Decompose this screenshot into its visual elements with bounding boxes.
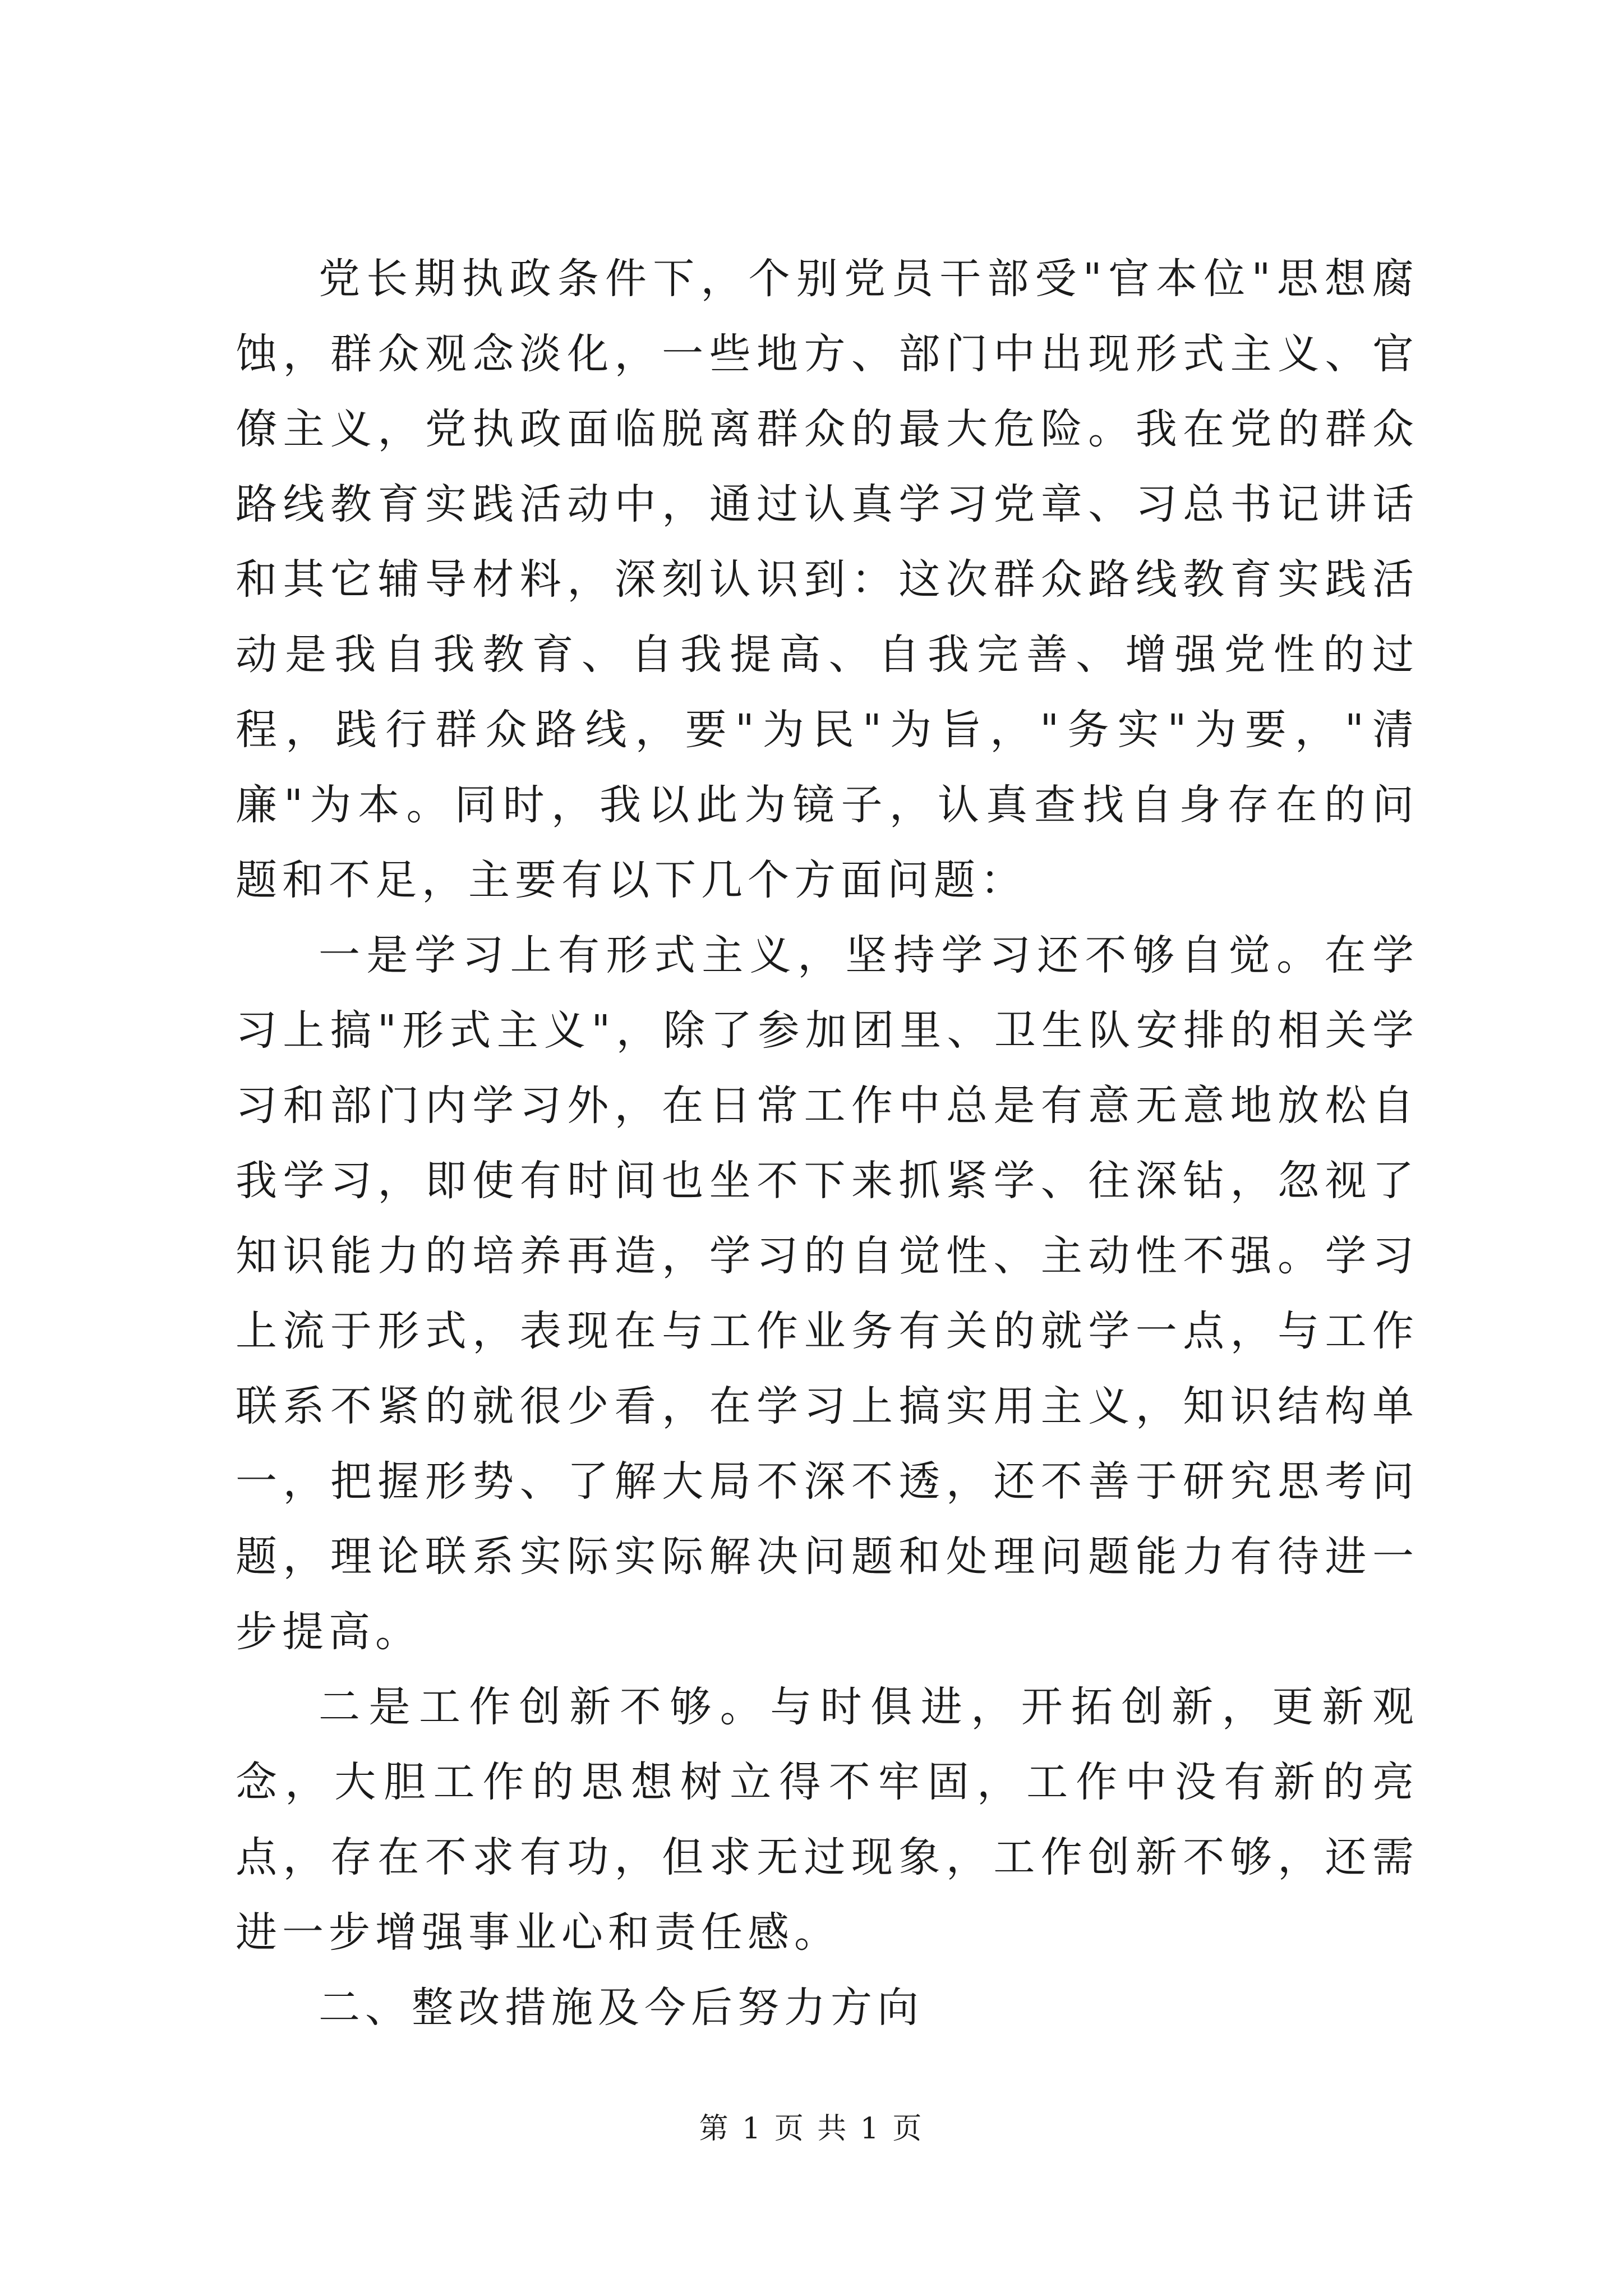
section-heading-measures: 二、整改措施及今后努力方向 [319,1984,924,2032]
paragraph-issue-study: 一是学习上有形式主义，坚持学习还不够自觉。在学习上搞"形式主义"，除了参加团里、卫生队安排的相关学习和部门内学习外，在日常工作中总是有意无意地放松自我学习，即使有时间也坐不下来抓紧学、往深钻，忽视了知识能力的培养再造，学习的自觉性、主动性不强。学习上流于形式，表现在与工作业务有关的就学一点，与工作联系不紧的就很少看，在学习上搞实用主义，知识结构单一，把握形势、了解大局不深不透，还不善于研究思考问题，理论联系实际实际解决问题和处理问题能力有待进一步提高。 [236,931,1419,1656]
paragraph-issue-innovation: 二是工作创新不够。与时俱进，开拓创新，更新观念，大胆工作的思想树立得不牢固，工作中没有新的亮点，存在不求有功，但求无过现象，工作创新不够，还需进一步增强事业心和责任感。 [236,1683,1419,1957]
document-body [236,241,1419,2045]
paragraph-intro: 党长期执政条件下，个别党员干部受"官本位"思想腐蚀，群众观念淡化，一些地方、部门中出现形式主义、官僚主义，党执政面临脱离群众的最大危险。我在党的群众路线教育实践活动中，通过认真学习党章、习总书记讲话和其它辅导材料，深刻认识到：这次群众路线教育实践活动是我自我教育、自我提高、自我完善、增强党性的过程，践行群众路线，要"为民"为旨，"务实"为要，"清廉"为本。同时，我以此为镜子，认真查找自身存在的问题和不足，主要有以下几个方面问题： [236,255,1419,904]
page-number-footer: 第 1 页 共 1 页 [699,2112,924,2146]
